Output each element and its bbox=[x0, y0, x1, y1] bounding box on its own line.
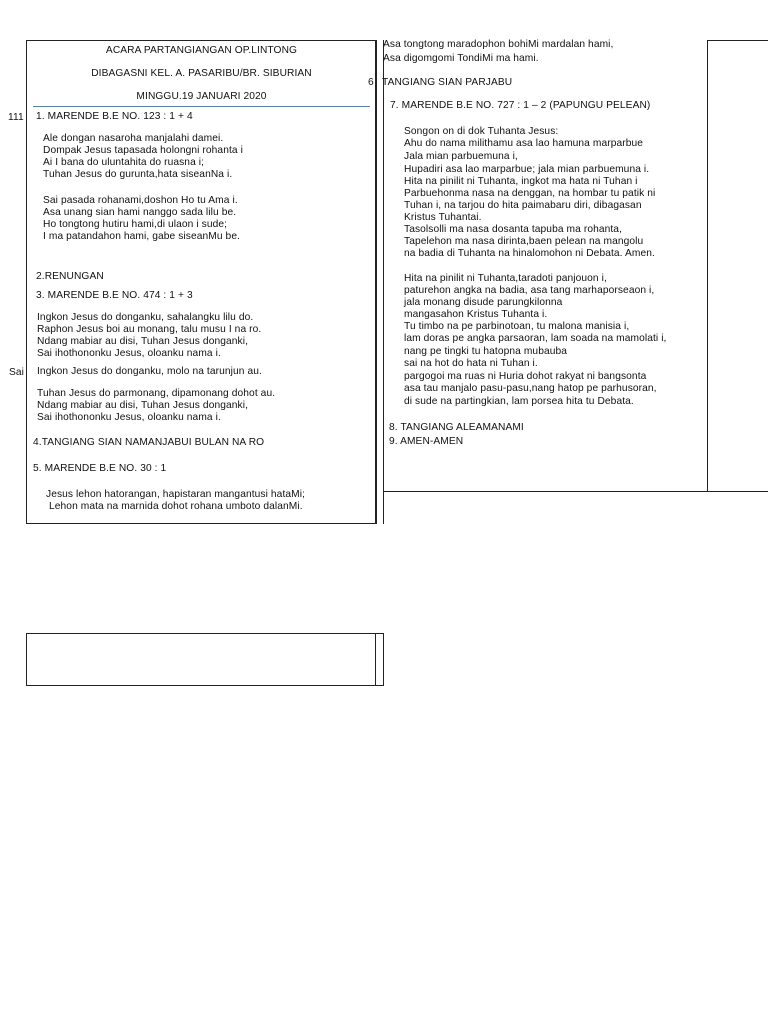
lyric-line: I ma patandahon hami, gabe siseanMu be. bbox=[43, 231, 241, 242]
right-frame-bottom-line bbox=[383, 491, 768, 492]
section-2-heading: 2.RENUNGAN bbox=[36, 271, 104, 282]
lyric-line: Tuhan Jesus do parmonang, dipamonang dohot au. bbox=[37, 388, 276, 399]
section-6-heading: TANGIANG SIAN PARJABU bbox=[382, 77, 513, 88]
lyric-line: Tuhan Jesus do gurunta,hata siseanNa i. bbox=[43, 169, 233, 180]
lyric-line: di sude na partingkian, lam porsea hita tu Debata. bbox=[404, 396, 634, 407]
stray-number-right: 6 bbox=[368, 77, 374, 88]
lyric-line: nang pe tingki tu hatopna mubauba bbox=[404, 346, 568, 357]
header-family: DIBAGASNI KEL. A. PASARIBU/BR. SIBURIAN bbox=[91, 68, 312, 79]
header-date: MINGGU.19 JANUARI 2020 bbox=[136, 91, 267, 102]
lyric-line: jala monang disude parungkilonna bbox=[404, 297, 563, 308]
stray-number-left: 111 bbox=[8, 112, 24, 123]
lyric-line: Hupadiri asa lao marparbue; jala mian parbuemuna i. bbox=[404, 164, 650, 175]
lyric-line: Parbuehonma nasa na denggan, na hombar tu patik ni bbox=[404, 188, 656, 199]
lyric-line: Ale dongan nasaroha manjalahi damei. bbox=[43, 133, 224, 144]
lyric-line: Sai ihothononku Jesus, oloanku nama i. bbox=[37, 348, 221, 359]
section-4-heading: 4.TANGIANG SIAN NAMANJABUI BULAN NA RO bbox=[33, 437, 265, 448]
lyric-line: sai na hot do hata ni Tuhan i. bbox=[404, 358, 538, 369]
empty-box bbox=[26, 633, 384, 686]
lyric-line: Tasolsolli ma nasa dosanta tapuba ma rohanta, bbox=[404, 224, 623, 235]
lyric-line: Asa tongtong maradophon bohiMi mardalan hami, bbox=[383, 39, 614, 50]
lyric-line: Ho tongtong hutiru hami,di ulaon i sude; bbox=[43, 219, 228, 230]
lyric-line: na badia di Tuhanta na hinalomohon ni Debata. Amen. bbox=[404, 248, 655, 259]
lyric-line: Jala mian parbuemuna i, bbox=[404, 151, 518, 162]
section-9-heading: 9. AMEN-AMEN bbox=[389, 436, 464, 447]
lyric-line: Asa unang sian hami nanggo sada lilu be. bbox=[43, 207, 237, 218]
lyric-line: asa tau manjalo pasu-pasu,nang hatop pe parhusoran, bbox=[404, 383, 657, 394]
lyric-line: Ndang mabiar au disi, Tuhan Jesus donganki, bbox=[37, 400, 249, 411]
lyric-line: Ingkon Jesus do donganku, molo na tarunjun au. bbox=[37, 366, 262, 377]
lyric-line: lam doras pe angka parsaoran, lam soada na mamolati i, bbox=[404, 333, 667, 344]
section-5-heading: 5. MARENDE B.E NO. 30 : 1 bbox=[33, 463, 167, 474]
section-8-heading: 8. TANGIANG ALEAMANAMI bbox=[389, 422, 524, 433]
lyric-line: paturehon angka na badia, asa tang marhaporseaon i, bbox=[404, 285, 655, 296]
lyric-line: Tu timbo na pe parbinotoan, tu malona manisia i, bbox=[404, 321, 630, 332]
section-7-heading: 7. MARENDE B.E NO. 727 : 1 – 2 (PAPUNGU PELEAN) bbox=[390, 100, 651, 111]
lyric-line: pargogoi ma ruas ni Huria dohot rakyat ni bangsonta bbox=[404, 371, 647, 382]
lyric-line: Ingkon Jesus do donganku, sahalangku lilu do. bbox=[37, 312, 254, 323]
empty-box-gutter-line bbox=[375, 633, 376, 686]
lyric-line: mangasahon Kristus Tuhanta i. bbox=[404, 309, 548, 320]
lyric-line: Tapelehon ma nasa dirinta,baen pelean na mangolu bbox=[404, 236, 644, 247]
lyric-line: Sai ihothononku Jesus, oloanku nama i. bbox=[37, 412, 221, 423]
lyric-line: Lehon mata na marnida dohot rohana umboto dalanMi. bbox=[49, 501, 303, 512]
header-title: ACARA PARTANGIANGAN OP.LINTONG bbox=[105, 45, 298, 56]
header-underline bbox=[33, 106, 370, 107]
right-frame-divider bbox=[707, 40, 708, 492]
lyric-line: Ahu do nama milithamu asa lao hamuna marparbue bbox=[404, 138, 644, 149]
lyric-line: Raphon Jesus boi au monang, talu musu I na ro. bbox=[37, 324, 262, 335]
lyric-line: Ai I bana do uluntahita do ruasna i; bbox=[43, 157, 205, 168]
lyric-line: Sai pasada rohanami,doshon Ho tu Ama i. bbox=[43, 195, 238, 206]
left-frame-gutter-line-2 bbox=[383, 40, 384, 524]
stray-word-left: Sai bbox=[9, 367, 25, 378]
lyric-line: Kristus Tuhantai. bbox=[404, 212, 482, 223]
lyric-line: Hita na pinilit ni Tuhanta, ingkot ma hata ni Tuhan i bbox=[404, 176, 638, 187]
section-3-heading: 3. MARENDE B.E NO. 474 : 1 + 3 bbox=[36, 290, 193, 301]
lyric-line: Ndang mabiar au disi, Tuhan Jesus donganki, bbox=[37, 336, 249, 347]
right-frame-top-line bbox=[707, 40, 768, 41]
lyric-line: Dompak Jesus tapasada holongni rohanta i bbox=[43, 145, 243, 156]
section-1-heading: 1. MARENDE B.E NO. 123 : 1 + 4 bbox=[36, 111, 193, 122]
lyric-line: Tuhan i, na tarjou do hita paimabaru diri, dibagasan bbox=[404, 200, 642, 211]
lyric-line: Asa digomgomi TondiMi ma hami. bbox=[383, 53, 539, 64]
left-frame-gutter-line bbox=[375, 40, 376, 524]
lyric-line: Jesus lehon hatorangan, hapistaran mangantusi hataMi; bbox=[46, 489, 306, 500]
lyric-line: Songon on di dok Tuhanta Jesus: bbox=[404, 126, 559, 137]
lyric-line: Hita na pinilit ni Tuhanta,taradoti panjouon i, bbox=[404, 273, 607, 284]
